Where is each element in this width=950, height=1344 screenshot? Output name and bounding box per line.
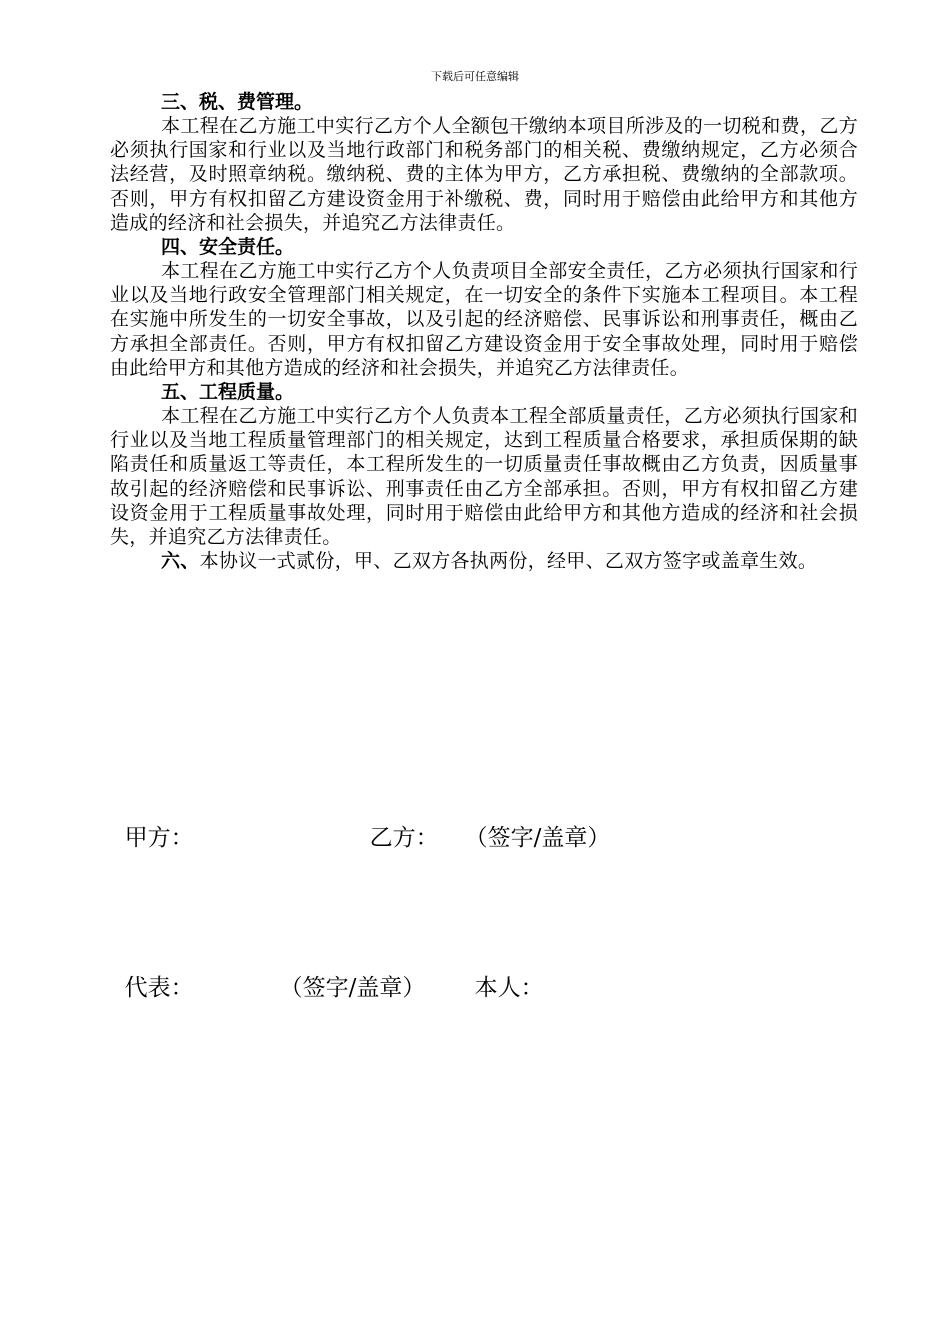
party-b-sign-hint: （签字/盖章） (464, 825, 611, 851)
section-tax-fees (110, 90, 858, 235)
section-paragraph: 本工程在乙方施工中实行乙方个人负责项目全部安全责任，乙方必须执行国家和行业以及当地行政安全管理部门相关规定，在一切安全的条件下实施本工程项目。本工程在实施中所发生的一切安全事故，以及引起的经济赔偿、民事诉讼和刑事责任，概由乙方承担全部责任。否则，甲方有权扣留乙方建设资金用于安全事故处理，同时用于赔偿由此给甲方和其他方造成的经济和社会损失，并追究乙方法律责任。 (110, 260, 858, 379)
section-heading: 三、税、费管理。 (161, 91, 314, 113)
final-clause (110, 549, 858, 573)
party-a-label: 甲方： (124, 825, 194, 851)
section-heading: 四、安全责任。 (161, 236, 295, 259)
representative-sign-hint: （签字/盖章） (279, 975, 426, 1001)
section-paragraph: 本工程在乙方施工中实行乙方个人全额包干缴纳本项目所涉及的一切税和费，乙方必须执行国家和行业以及当地行政部门和税务部门的相关税、费缴纳规定，乙方必须合法经营，及时照章纳税。缴纳税、费的主体为甲方，乙方承担税、费缴纳的全部款项。否则，甲方有权扣留乙方建设资金用于补缴税、费，同时用于赔偿由此给甲方和其他方造成的经济和社会损失，并追究乙方法律责任。 (110, 115, 858, 234)
final-clause-text: 本协议一式贰份，甲、乙双方各执两份，经甲、乙双方签字或盖章生效。 (199, 550, 818, 573)
section-quality (110, 380, 858, 549)
self-label: 本人： (474, 975, 544, 1001)
signature-row-parties (110, 796, 610, 852)
representative-label: 代表： (124, 975, 194, 1001)
party-b-label: 乙方： (369, 825, 439, 851)
header-note: 下载后可任意编辑 (431, 70, 519, 83)
section-heading: 五、工程质量。 (161, 381, 295, 404)
section-safety (110, 235, 858, 380)
section-paragraph: 本工程在乙方施工中实行乙方个人负责本工程全部质量责任，乙方必须执行国家和行业以及当地工程质量管理部门的相关规定，达到工程质量合格要求，承担质保期的缺陷责任和质量返工等责任，本工程所发生的一切质量责任事故概由乙方负责，因质量事故引起的经济赔偿和民事诉讼、刑事责任由乙方全部承担。否则，甲方有权扣留乙方建设资金用于工程质量事故处理，同时用于赔偿由此给甲方和其他方造成的经济和社会损失，并追究乙方法律责任。 (110, 405, 858, 549)
agreement-body (110, 90, 858, 573)
signature-row-representative (110, 946, 544, 1002)
final-clause-lead: 六、 (161, 550, 200, 573)
